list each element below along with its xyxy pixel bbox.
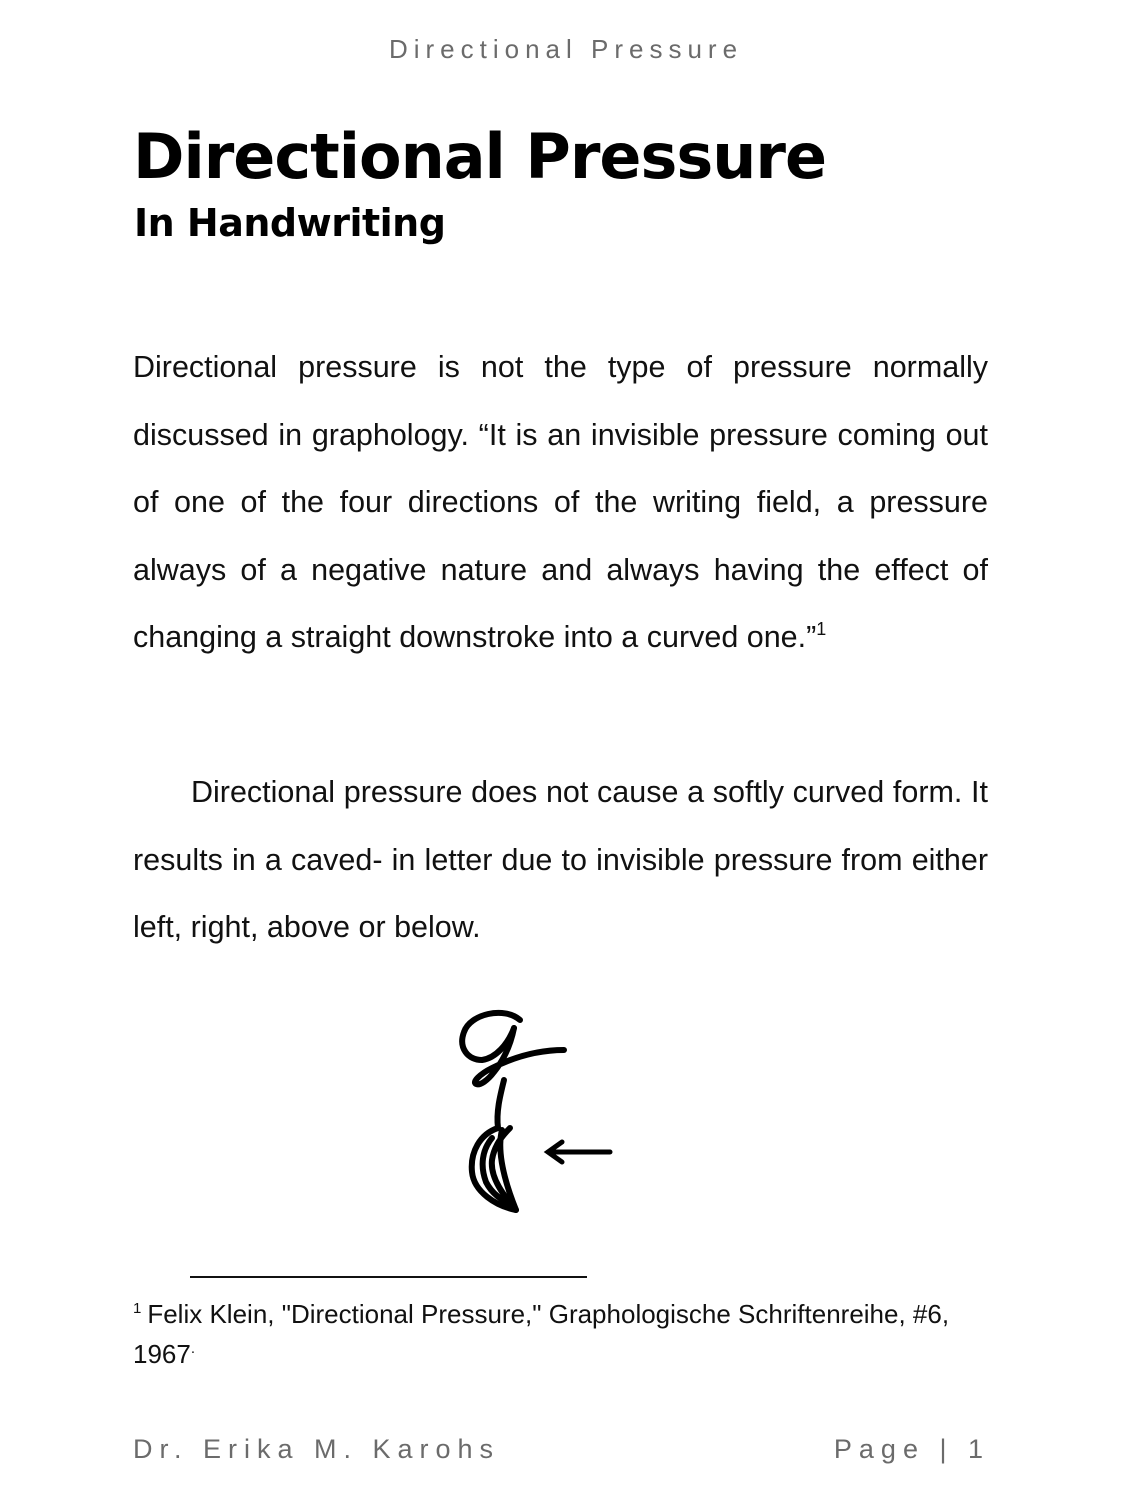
handwritten-g-with-left-arrow-icon — [440, 1000, 630, 1220]
handwriting-figure — [440, 1000, 630, 1220]
paragraph-1 — [133, 334, 988, 672]
page-title: Directional Pressure — [133, 120, 827, 193]
footnote-reference: 1 — [816, 619, 827, 639]
footer-author: Dr. Erika M. Karohs — [133, 1434, 501, 1464]
page-subtitle: In Handwriting — [134, 201, 446, 245]
paragraph-2: Directional pressure does not cause a softly curved form. It results in a caved- in letter due to invisible pressure from either left, right, above or below. — [133, 775, 988, 944]
footnote-trailing-mark: . — [190, 1340, 196, 1357]
paragraph-1-text: Directional pressure is not the type of pressure normally discussed in graphology. “It is an invisible pressure coming out of one of the four directions of the writing field, a pressure always of a negative nature and always having the effect of changing a straight downstroke into a curved one.” — [133, 350, 988, 654]
footer-page-number: Page | 1 — [833, 1434, 990, 1464]
footnote-separator — [190, 1276, 587, 1278]
footnote-marker: 1 — [133, 1300, 142, 1317]
footnote — [133, 1294, 993, 1374]
running-header: Directional Pressure — [388, 34, 744, 64]
footnote-text: Felix Klein, "Directional Pressure," Graphologische Schriftenreihe, #6, 1967 — [133, 1299, 950, 1369]
